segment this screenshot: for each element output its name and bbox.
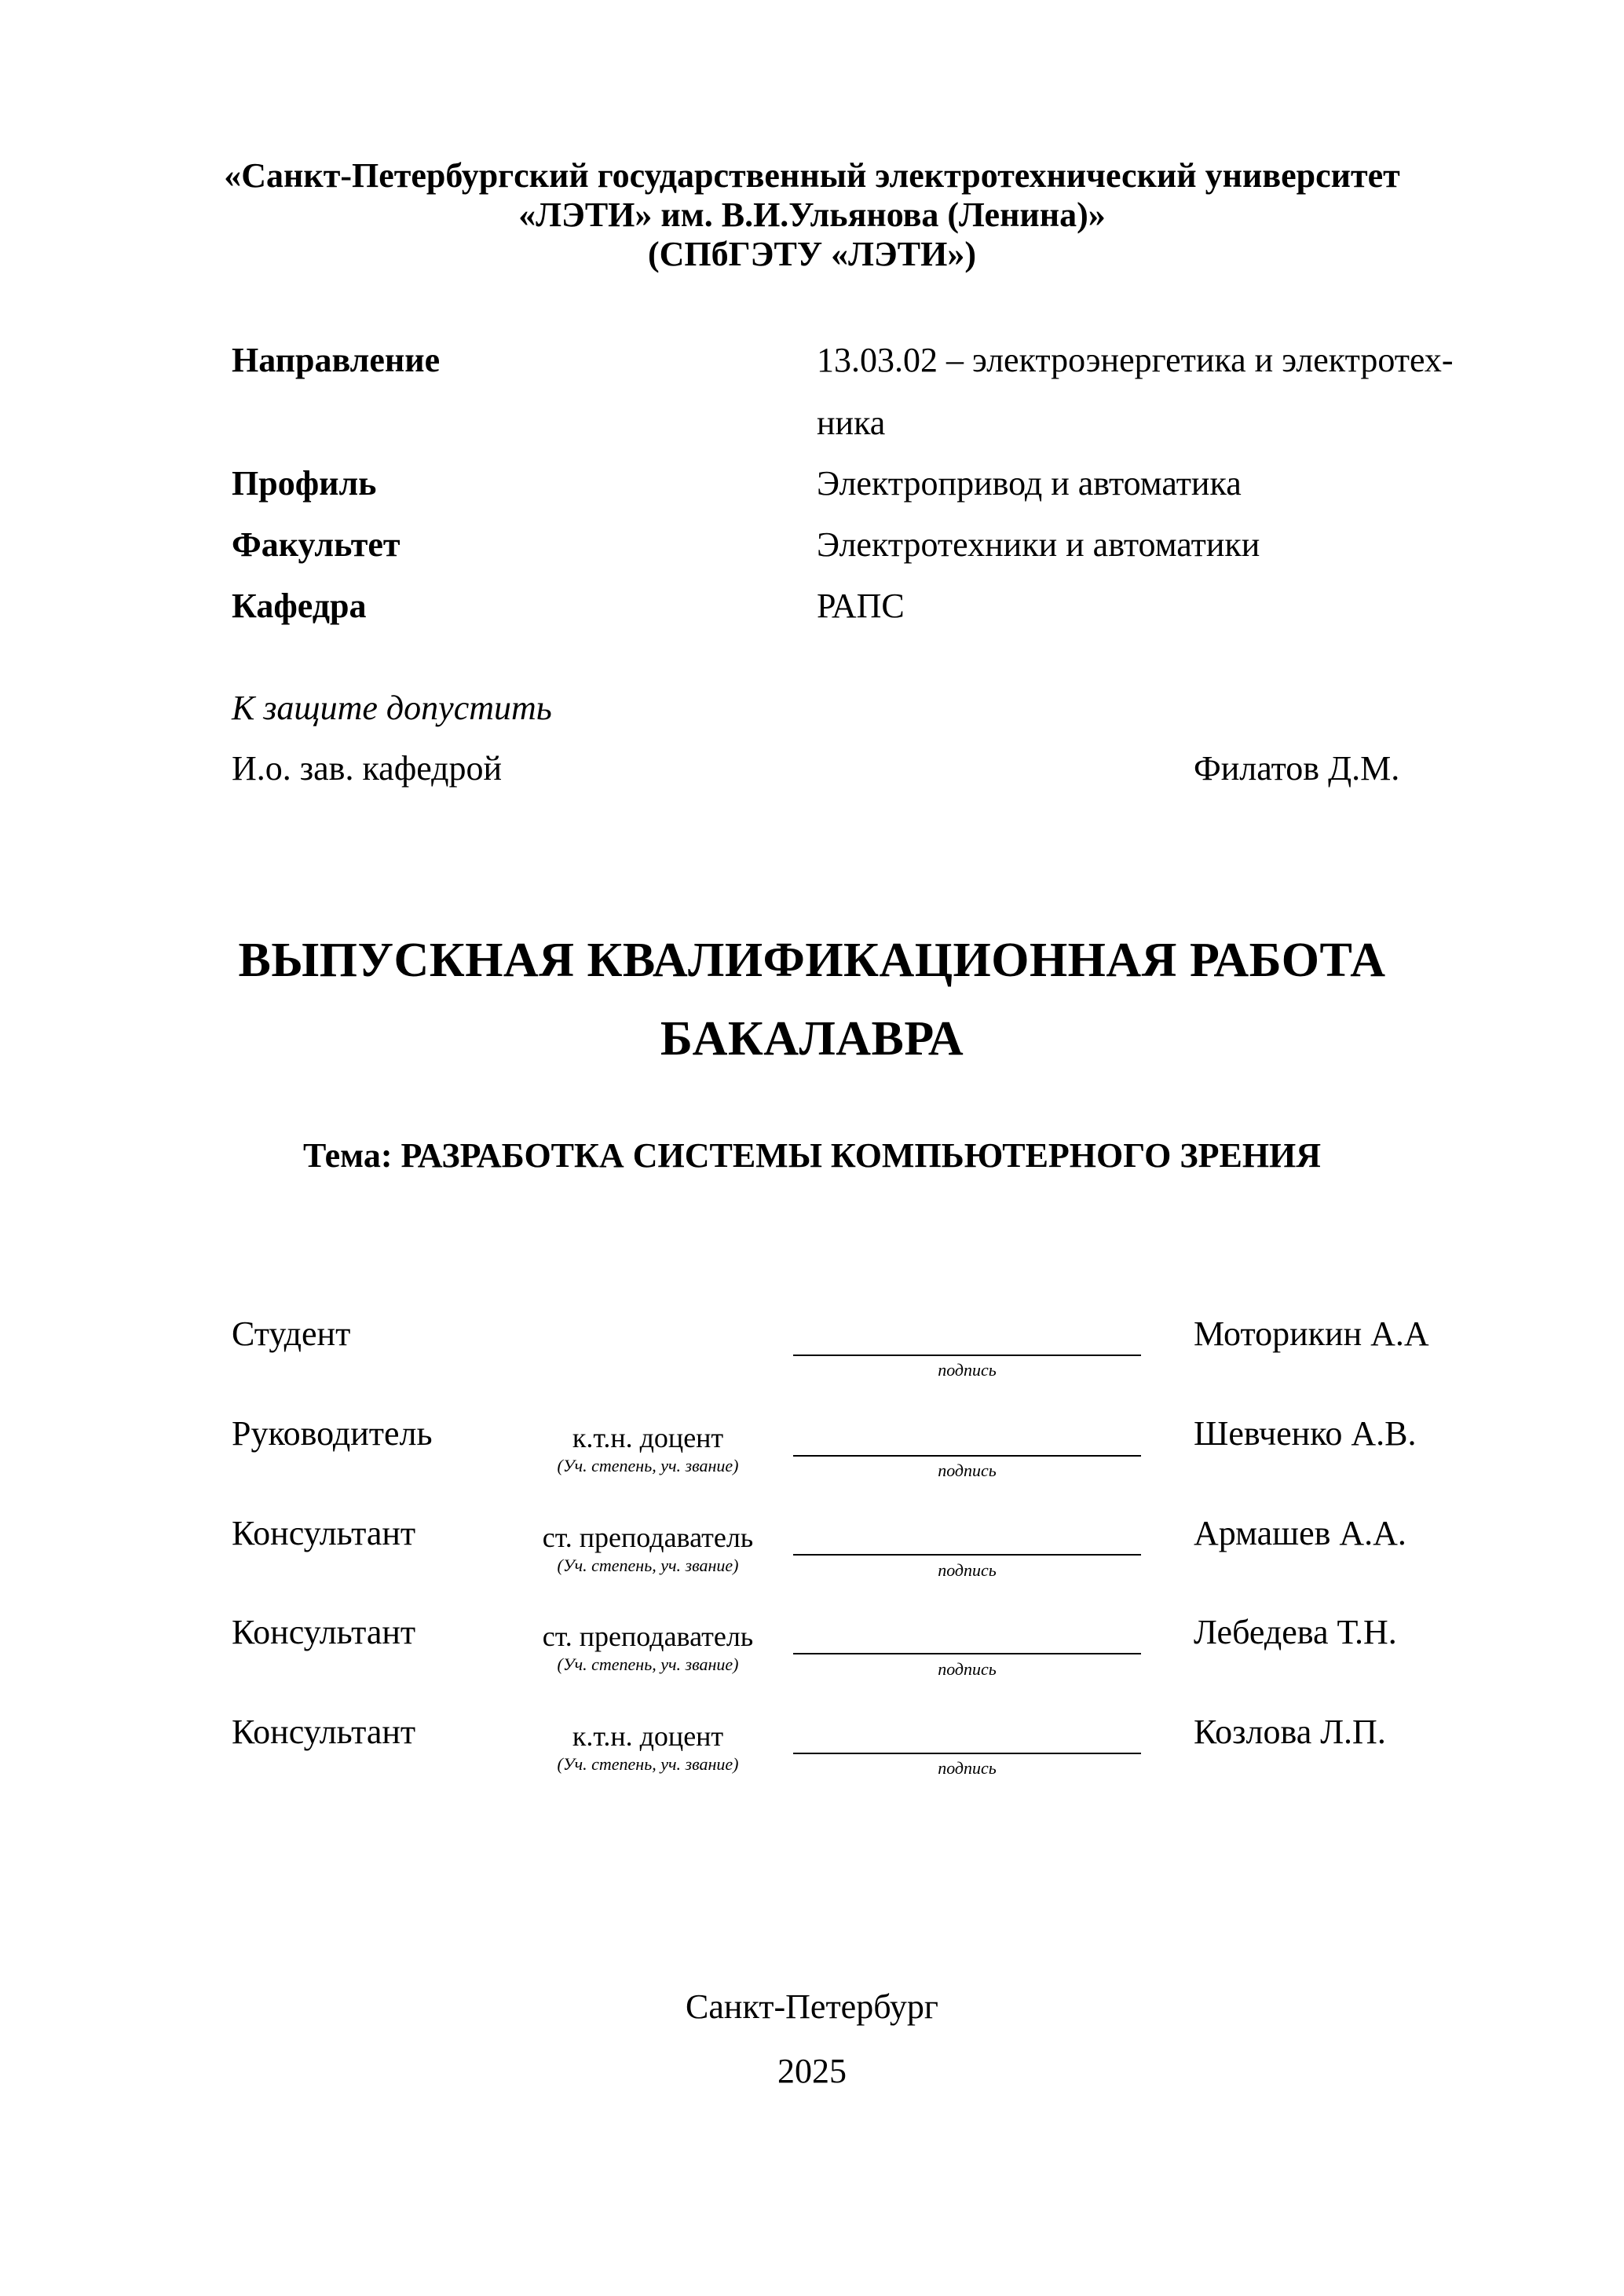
degree-caption: (Уч. степень, уч. звание) [557,1556,739,1575]
signature-caption: подпись [938,1560,997,1580]
university-abbreviation: (СПбГЭТУ «ЛЭТИ») [648,235,976,273]
signature-role-student: Студент [232,1314,351,1353]
signature-degree-consultant-1: ст. преподаватель [542,1522,754,1553]
signature-role-consultant-3: Консультант [232,1713,416,1751]
signature-role-consultant-1: Консультант [232,1514,416,1552]
department-value: РАПС [817,587,905,625]
signature-name-consultant-3: Козлова Л.П. [1194,1713,1386,1751]
signature-caption: подпись [938,1360,997,1380]
direction-value-line1: 13.03.02 – электроэнергетика и электротех- [817,341,1454,379]
work-title-line1: ВЫПУСКНАЯ КВАЛИФИКАЦИОННАЯ РАБОТА [238,934,1386,987]
degree-caption: (Уч. степень, уч. звание) [557,1754,739,1774]
signature-line-supervisor [793,1455,1141,1457]
signature-degree-supervisor: к.т.н. доцент [572,1422,724,1453]
signature-line-student [793,1355,1141,1356]
faculty-label: Факультет [232,525,401,564]
profile-value: Электропривод и автоматика [817,464,1242,503]
signature-degree-consultant-2: ст. преподаватель [542,1621,754,1652]
signature-line-consultant-2 [793,1653,1141,1654]
degree-caption: (Уч. степень, уч. звание) [557,1654,739,1674]
footer-city: Санкт-Петербург [686,1987,938,2026]
work-title-line2: БАКАЛАВРА [660,1012,964,1066]
signature-degree-consultant-3: к.т.н. доцент [572,1720,724,1752]
direction-value-line2: ника [817,404,886,442]
signature-name-supervisor: Шевченко А.В. [1194,1414,1417,1453]
signature-caption: подпись [938,1461,997,1480]
signature-caption: подпись [938,1758,997,1778]
signature-line-consultant-3 [793,1753,1141,1754]
department-label: Кафедра [232,587,367,625]
profile-label: Профиль [232,464,377,503]
signature-line-consultant-1 [793,1554,1141,1556]
admission-position: И.о. зав. кафедрой [232,749,503,788]
signature-name-student: Моторикин А.А [1194,1314,1429,1353]
admission-name: Филатов Д.М. [1194,749,1400,788]
work-topic: Тема: РАЗРАБОТКА СИСТЕМЫ КОМПЬЮТЕРНОГО ЗРЕНИЯ [302,1136,1322,1175]
footer-year: 2025 [777,2052,847,2090]
university-name-line2: «ЛЭТИ» им. В.И.Ульянова (Ленина)» [518,196,1106,234]
signature-role-consultant-2: Консультант [232,1613,416,1651]
direction-label: Направление [232,341,441,379]
faculty-value: Электротехники и автоматики [817,525,1260,564]
admission-title: К защите допустить [232,689,552,727]
signature-name-consultant-1: Армашев А.А. [1194,1514,1406,1552]
signature-caption: подпись [938,1659,997,1679]
degree-caption: (Уч. степень, уч. звание) [557,1456,739,1475]
signature-role-supervisor: Руководитель [232,1414,433,1453]
university-name-line1: «Санкт-Петербургский государственный электротехнический университет [224,156,1400,195]
signature-name-consultant-2: Лебедева Т.Н. [1194,1613,1397,1651]
